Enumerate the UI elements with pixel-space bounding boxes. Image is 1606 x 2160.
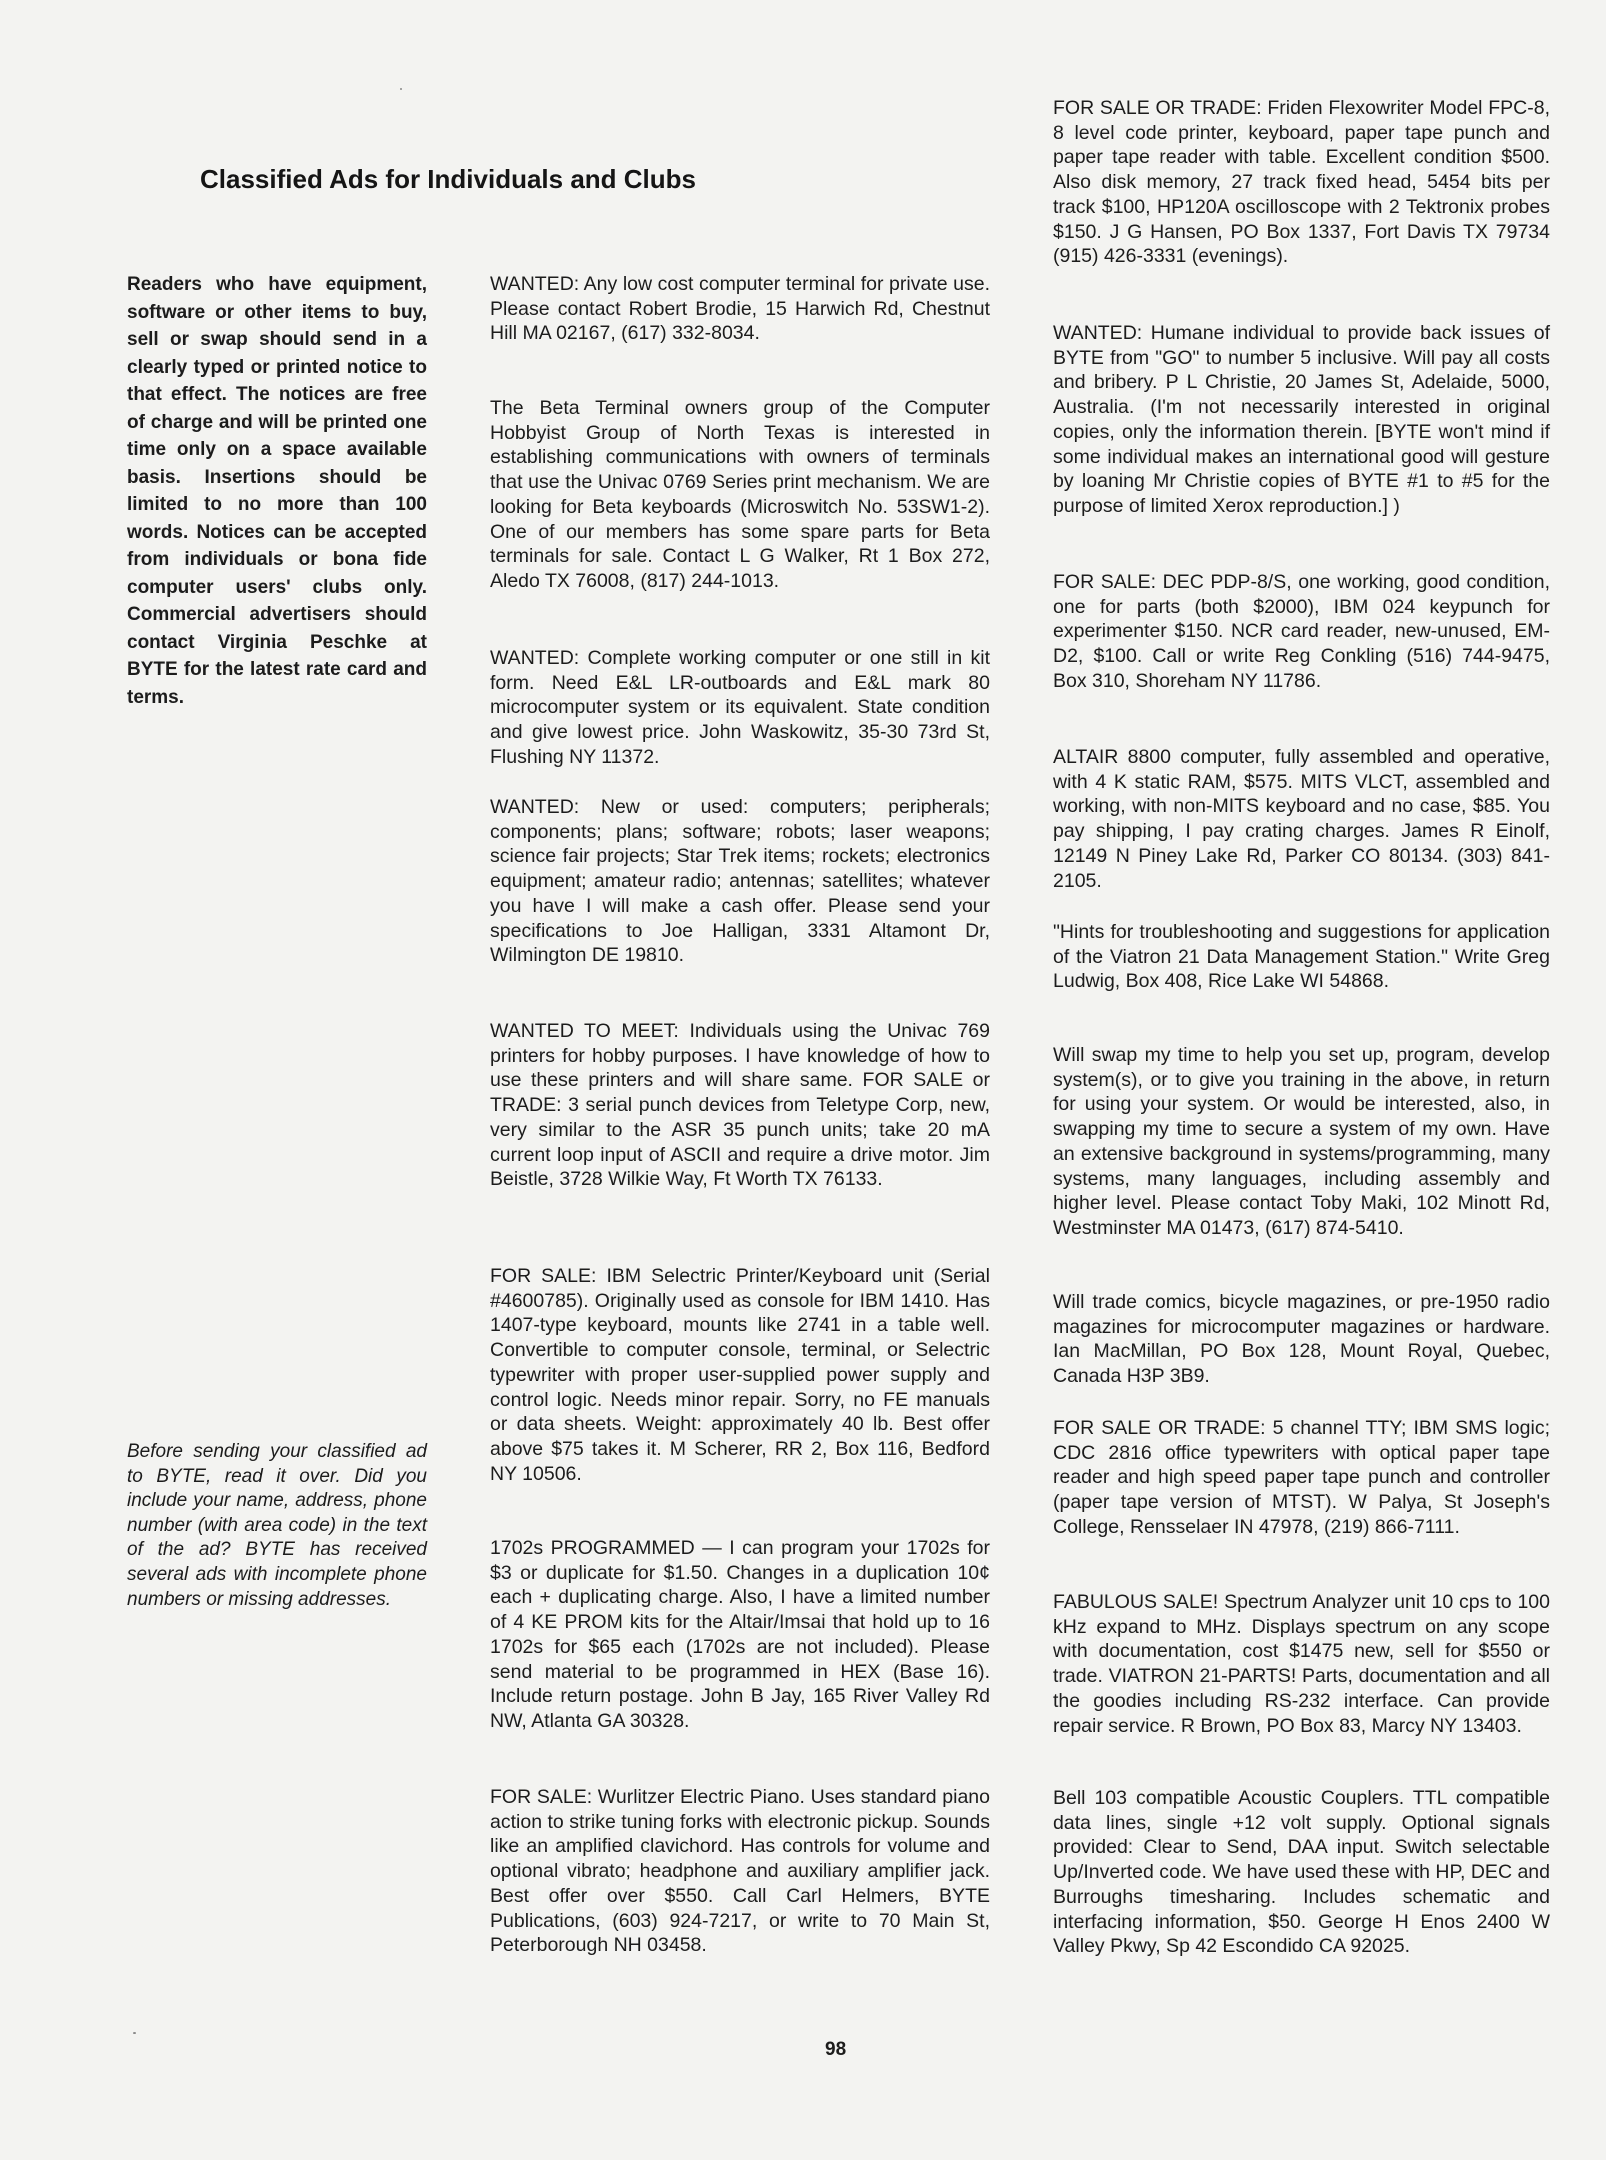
classified-ad: FOR SALE OR TRADE: Friden Flexowriter Model FPC-8, 8 level code printer, keyboard, paper tape punch and paper tape reader with table. Excellent condition $500. Also disk memory, 27 track fixed head, 5454 bits per track $100, HP120A oscilloscope with 2 Tektronix probes $150. J G Hansen, PO Box 1337, Fort Davis TX 79734 (915) 426-3331 (evenings). xyxy=(1053,97,1550,268)
classified-ad: FABULOUS SALE! Spectrum Analyzer unit 10 cps to 100 kHz expand to MHz. Displays spectrum on any scope with documentation, cost $1475 new, sell for $550 or trade. VIATRON 21-PARTS! Parts, documentation and all the goodies including RS-232 interface. Can provide repair service. R Brown, PO Box 83, Marcy NY 13403. xyxy=(1053,1591,1550,1737)
page-title: Classified Ads for Individuals and Clubs xyxy=(200,164,697,194)
classified-ad-continuation: FOR SALE or TRADE: 3 serial punch devices from Teletype Corp, new, very similar to the ASR 35 punch units; take 20 mA current loop input of ASCII and require a drive motor. Jim Beistle, 3728 Wilkie Way, Ft Worth TX 76133. xyxy=(490,1069,990,1191)
classified-ad: 1702s PROGRAMMED — I can program your 1702s for $3 or duplicate for $1.50. Changes in a duplication 10¢ each + duplicating charge. Also, I have a limited number of 4 KE PROM kits for the Altair/Imsai that hold up to 16 1702s for $65 each (1702s are not included). Please send material to be programmed in HEX (Base 16). Include return postage. John B Jay, 165 River Valley Rd NW, Atlanta GA 30328. xyxy=(490,1537,990,1732)
classified-ad: FOR SALE: Wurlitzer Electric Piano. Uses standard piano action to strike tuning forks with electronic pickup. Sounds like an amplified clavichord. Has controls for volume and optional vibrato; headphone and auxiliary amplifier jack. Best offer over $550. Call Carl Helmers, BYTE Publications, (603) 924-7217, or write to 70 Main St, Peterborough NH 03458. xyxy=(490,1786,990,1957)
classified-ad: WANTED: Any low cost computer terminal for private use. Please contact Robert Brodie, 15 Harwich Rd, Chestnut Hill MA 02167, (617) 332-8034. xyxy=(490,273,990,345)
classified-ad-text: WANTED TO MEET: Individuals using the Univac 769 printers for hobby purposes. I have knowledge of how to use these printers and will share same. xyxy=(490,1020,990,1092)
classified-ad: FOR SALE: DEC PDP-8/S, one working, good condition, one for parts (both $2000), IBM 024 keypunch for experimenter $150. NCR card reader, new-unused, EM-D2, $100. Call or write Reg Conkling (516) 744-9475, Box 310, Shoreham NY 11786. xyxy=(1053,571,1550,692)
classified-ad: WANTED: New or used: computers; peripherals; components; plans; software; robots; laser weapons; science fair projects; Star Trek items; rockets; electronics equipment; amateur radio; antennas; satellites; whatever you have I will make a cash offer. Please send your specifications to Joe Halligan, 3331 Altamont Dr, Wilmington DE 19810. xyxy=(490,796,990,967)
classified-ad: FOR SALE: IBM Selectric Printer/Keyboard unit (Serial #4600785). Originally used as console for IBM 1410. Has 1407-type keyboard, mounts like 2741 in a table well. Convertible to computer console, terminal, or Selectric typewriter with proper user-supplied power supply and control logic. Needs minor repair. Sorry, no FE manuals or data sheets. Weight: approximately 40 lb. Best offer above $75 takes it. M Scherer, RR 2, Box 116, Bedford NY 10506. xyxy=(490,1265,990,1485)
classified-ad: "Hints for troubleshooting and suggestions for application of the Viatron 21 Data Management Station." Write Greg Ludwig, Box 408, Rice Lake WI 54868. xyxy=(1053,921,1550,993)
classified-ad: Will trade comics, bicycle magazines, or pre-1950 radio magazines for microcomputer magazines or hardware. Ian MacMillan, PO Box 128, Mount Royal, Quebec, Canada H3P 3B9. xyxy=(1053,1291,1550,1388)
classified-ad: Will swap my time to help you set up, program, develop system(s), or to give you training in the above, in return for using your system. Or would be interested, also, in swapping my time to secure a system of my own. Have an extensive background in systems/programming, many systems, many languages, including assembly and higher level. Please contact Toby Maki, 102 Minott Rd, Westminster MA 01473, (617) 874-5410. xyxy=(1053,1044,1550,1239)
classified-ad: The Beta Terminal owners group of the Computer Hobbyist Group of North Texas is interested in establishing communications with owners of terminals that use the Univac 0769 Series print mechanism. We are looking for Beta keyboards (Microswitch No. 53SW1-2). One of our members has some spare parts for Beta terminals for sale. Contact L G Walker, Rt 1 Box 272, Aledo TX 76008, (817) 244-1013. xyxy=(490,397,990,592)
submission-instructions: Readers who have equipment, software or other items to buy, sell or swap should send in a clearly typed or printed notice to that effect. The notices are free of charge and will be printed one time only on a space available basis. Insertions should be limited to no more than 100 words. Notices can be accepted from individuals or bona fide computer users' clubs only. Commercial advertisers should contact Virginia Peschke at BYTE for the latest rate card and terms. xyxy=(127,274,427,708)
classified-ad: WANTED: Humane individual to provide back issues of BYTE from "GO" to number 5 inclusive. Will pay all costs and bribery. P L Christie, 20 James St, Adelaide, 5000, Australia. (I'm not necessarily interested in original copies, only the information therein. [BYTE won't mind if some individual makes an international good will gesture by loaning Mr Christie copies of BYTE #1 to #5 for the purpose of limited Xerox reproduction.] ) xyxy=(1053,322,1550,517)
print-speck xyxy=(133,2032,136,2034)
submission-reminder: Before sending your classified ad to BYTE, read it over. Did you include your name, address, phone number (with area code) in the text of the ad? BYTE has received several ads with incomplete phone numbers or missing addresses. xyxy=(127,1441,427,1610)
classified-ad xyxy=(490,1019,990,1192)
classified-ad: WANTED: Complete working computer or one still in kit form. Need E&L LR-outboards and E&L mark 80 microcomputer system or its equivalent. State condition and give lowest price. John Waskowitz, 35-30 73rd St, Flushing NY 11372. xyxy=(490,647,990,768)
classified-ad: Bell 103 compatible Acoustic Couplers. TTL compatible data lines, single +12 volt supply. Optional signals provided: Clear to Send, DAA input. Switch selectable Up/Inverted code. We have used these with HP, DEC and Burroughs timesharing. Includes schematic and interfacing information, $50. George H Enos 2400 W Valley Pkwy, Sp 42 Escondido CA 92025. xyxy=(1053,1787,1550,1958)
classified-ad: ALTAIR 8800 computer, fully assembled and operative, with 4 K static RAM, $575. MITS VLCT, assembled and working, with non-MITS keyboard and no case, $85. You pay shipping, I pay crating charges. James R Einolf, 12149 N Piney Lake Rd, Parker CO 80134. (303) 841-2105. xyxy=(1053,746,1550,892)
classified-ad: FOR SALE OR TRADE: 5 channel TTY; IBM SMS logic; CDC 2816 office typewriters with optical paper tape reader and high speed paper tape punch and controller (paper tape version of MTST). W Palya, St Joseph's College, Rensselaer IN 47978, (219) 866-7111. xyxy=(1053,1417,1550,1538)
page-number: 98 xyxy=(825,2039,847,2060)
print-speck xyxy=(400,88,402,90)
